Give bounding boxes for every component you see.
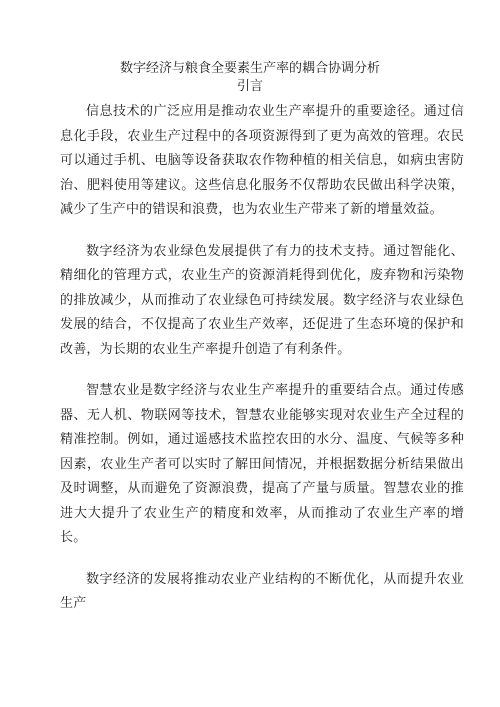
paragraph-2: 数字经济为农业绿色发展提供了有力的技术支持。通过智能化、精细化的管理方式，农业生产的资源消耗得到优化，废弃物和污染物的排放减少，从而推动了农业绿色可持续发展。数字经济与农业绿色发展的结合，不仅提高了农业生产效率，还促进了生态环境的保护和改善，为长期的农业生产率提升创造了有利条件。	[60, 243, 464, 357]
document-body	[60, 100, 464, 634]
paragraph-4: 数字经济的发展将推动农业产业结构的不断优化，从而提升农业生产	[60, 571, 464, 611]
document-title: 数字经济与粮食全要素生产率的耦合协调分析	[119, 61, 380, 76]
paragraph-3: 智慧农业是数字经济与农业生产率提升的重要结合点。通过传感器、无人机、物联网等技术，智慧农业能够实现对农业生产全过程的精准控制。例如，通过遥感技术监控农田的水分、温度、气候等多种因素，农业生产者可以实时了解田间情况，并根据数据分析结果做出及时调整，从而避免了资源浪费，提高了产量与质量。智慧农业的推进大大提升了农业生产的精度和效率，从而推动了农业生产率的增长。	[60, 383, 464, 545]
paragraph-1: 信息技术的广泛应用是推动农业生产率提升的重要途径。通过信息化手段，农业生产过程中的各项资源得到了更为高效的管理。农民可以通过手机、电脑等设备获取农作物种植的相关信息，如病虫害防治、肥料使用等建议。这些信息化服务不仅帮助农民做出科学决策，减少了生产中的错误和浪费，也为农业生产带来了新的增量效益。	[60, 104, 464, 217]
section-heading: 引言	[236, 79, 263, 94]
